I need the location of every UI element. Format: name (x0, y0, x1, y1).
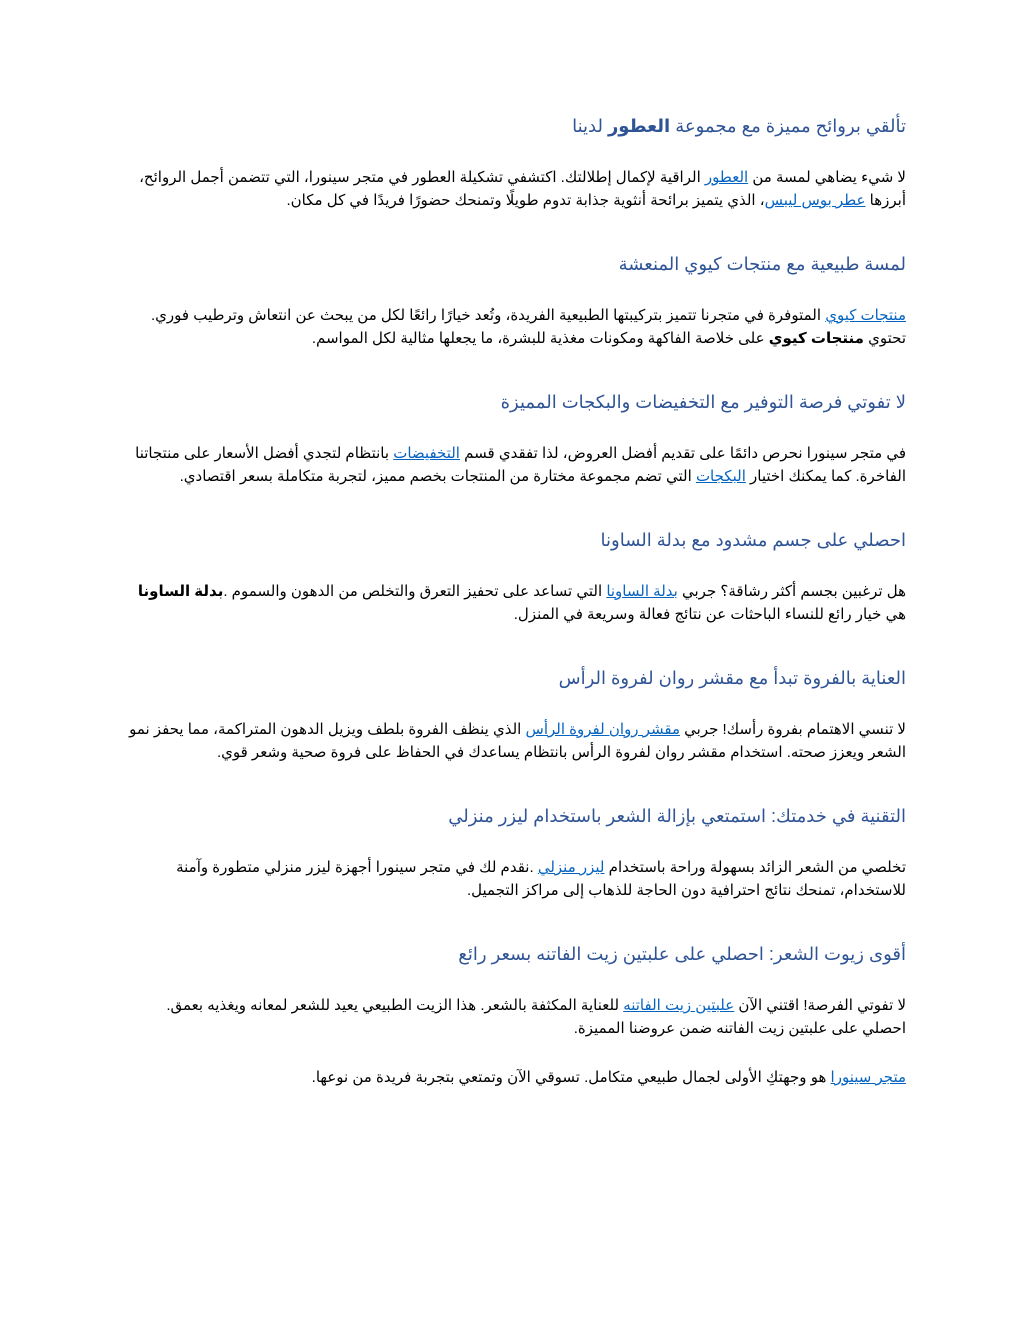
link-bundles[interactable]: البكجات (695, 468, 746, 485)
section-sauna-suit (120, 526, 906, 626)
paragraph-text: على خلاصة الفاكهة ومكونات مغذية للبشرة، ما يجعلها مثالية لكل المواسم. (311, 330, 769, 347)
paragraph-text: لا تنسي الاهتمام بفروة رأسك! جربي (680, 721, 906, 738)
paragraph-text: هو وجهتكِ الأولى لجمال طبيعي متكامل. تسوقي الآن وتمتعي بتجربة فريدة من نوعها. (311, 1069, 831, 1086)
paragraph-kiwi (120, 304, 906, 350)
link-rowan-scalp-scrub[interactable]: مقشر روان لفروة الرأس (525, 721, 680, 738)
link-kiwi-products[interactable]: منتجات كيوي (825, 307, 906, 324)
heading-text: تألقي بروائح مميزة مع مجموعة (670, 116, 906, 136)
paragraph-text: تحتوي (863, 330, 906, 347)
heading-home-laser: التقنية في خدمتك: استمتعي بإزالة الشعر باستخدام ليزر منزلي (448, 806, 906, 826)
heading-scalp-scrub: العناية بالفروة تبدأ مع مقشر روان لفروة الرأس (558, 668, 906, 688)
section-scalp-scrub (120, 664, 906, 764)
link-boss-lips-perfume[interactable]: عطر بوس ليبس (764, 192, 866, 209)
heading-bold-text: العطور (607, 116, 671, 136)
paragraph-text: الراقية لإكمال إطلالتك. اكتشفي تشكيلة العطور في متجر سينورا، التي تتضمن أجمل الروائح، أبرزها (139, 169, 906, 209)
paragraph-text: تخلصي من الشعر الزائد بسهولة وراحة باستخدام (604, 859, 906, 876)
paragraph-closing (120, 1066, 906, 1089)
heading-perfumes (120, 112, 906, 140)
paragraph-text: هل ترغبين بجسم أكثر رشاقة؟ جربي (677, 583, 906, 600)
section-perfumes (120, 112, 906, 212)
bold-text: بدلة الساونا (137, 583, 224, 600)
section-kiwi (120, 250, 906, 350)
link-discounts[interactable]: التخفيضات (393, 445, 460, 462)
link-home-laser[interactable]: ليزر منزلي (537, 859, 605, 876)
paragraph-text: هي خيار رائع للنساء الباحثات عن نتائج فعالة وسريعة في المنزل. (513, 606, 906, 623)
paragraph-text: .نقدم لك في متجر سينورا أجهزة ليزر منزلي متطورة وآمنة للاستخدام، تمنحك نتائج احترافية دون الحاجة للذهاب إلى مراكز التجميل. (176, 859, 906, 899)
link-senora-store[interactable]: متجر سينورا (830, 1069, 906, 1086)
bold-text: منتجات كيوي (768, 330, 864, 347)
document-body (120, 112, 906, 1127)
paragraph-text: لا شيء يضاهي لمسة من (748, 169, 906, 186)
paragraph-perfumes (120, 166, 906, 212)
paragraph-sauna-suit (120, 580, 906, 626)
heading-kiwi: لمسة طبيعية مع منتجات كيوي المنعشة (618, 254, 906, 274)
paragraph-text: للعناية المكثفة بالشعر. هذا الزيت الطبيعي يعيد للشعر لمعانه ويغذيه بعمق. احصلي على علبتين زيت الفاتنه ضمن عروضنا المميزة. (166, 997, 906, 1037)
link-perfumes[interactable]: العطور (704, 169, 749, 186)
paragraph-text: ، الذي يتميز برائحة أنثوية جذابة تدوم طويلًا وتمنحك حضورًا فريدًا في كل مكان. (286, 192, 765, 209)
paragraph-text: التي تساعد على تحفيز التعرق والتخلص من الدهون والسموم . (223, 583, 607, 600)
paragraph-offers (120, 442, 906, 488)
heading-offers: لا تفوتي فرصة التوفير مع التخفيضات والبكجات المميزة (500, 392, 906, 412)
paragraph-scalp-scrub (120, 718, 906, 764)
link-sauna-suit[interactable]: بدلة الساونا (606, 583, 678, 600)
section-offers (120, 388, 906, 488)
heading-sauna-suit: احصلي على جسم مشدود مع بدلة الساونا (600, 530, 906, 550)
heading-hair-oil: أقوى زيوت الشعر: احصلي على علبتين زيت الفاتنه بسعر رائع (458, 944, 906, 964)
section-hair-oil (120, 940, 906, 1040)
paragraph-text: بانتظام لتجدي أفضل الأسعار على منتجاتنا الفاخرة. كما يمكنك اختيار (135, 445, 906, 485)
heading-text: لدينا (572, 116, 608, 136)
section-home-laser (120, 802, 906, 902)
paragraph-text: لا تفوتي الفرصة! اقتني الآن (734, 997, 906, 1014)
paragraph-hair-oil (120, 994, 906, 1040)
paragraph-text: الذي ينظف الفروة بلطف ويزيل الدهون المتراكمة، مما يحفز نمو الشعر ويعزز صحته. استخدام مقشر روان لفروة الرأس بانتظام يساعدك في الحفاظ على فروة صحية وشعر قوي. (129, 721, 906, 761)
paragraph-text: في متجر سينورا نحرص دائمًا على تقديم أفضل العروض، لذا تفقدي قسم (459, 445, 906, 462)
link-alfatinah-oil[interactable]: علبتين زيت الفاتنه (623, 997, 735, 1014)
paragraph-home-laser (120, 856, 906, 902)
paragraph-text: التي تضم مجموعة مختارة من المنتجات بخصم مميز، لتجربة متكاملة بسعر اقتصادي. (179, 468, 696, 485)
paragraph-text: المتوفرة في متجرنا تتميز بتركيبتها الطبيعية الفريدة، وتُعد خيارًا رائعًا لكل من يبحث عن انتعاش وترطيب فوري. (151, 307, 826, 324)
